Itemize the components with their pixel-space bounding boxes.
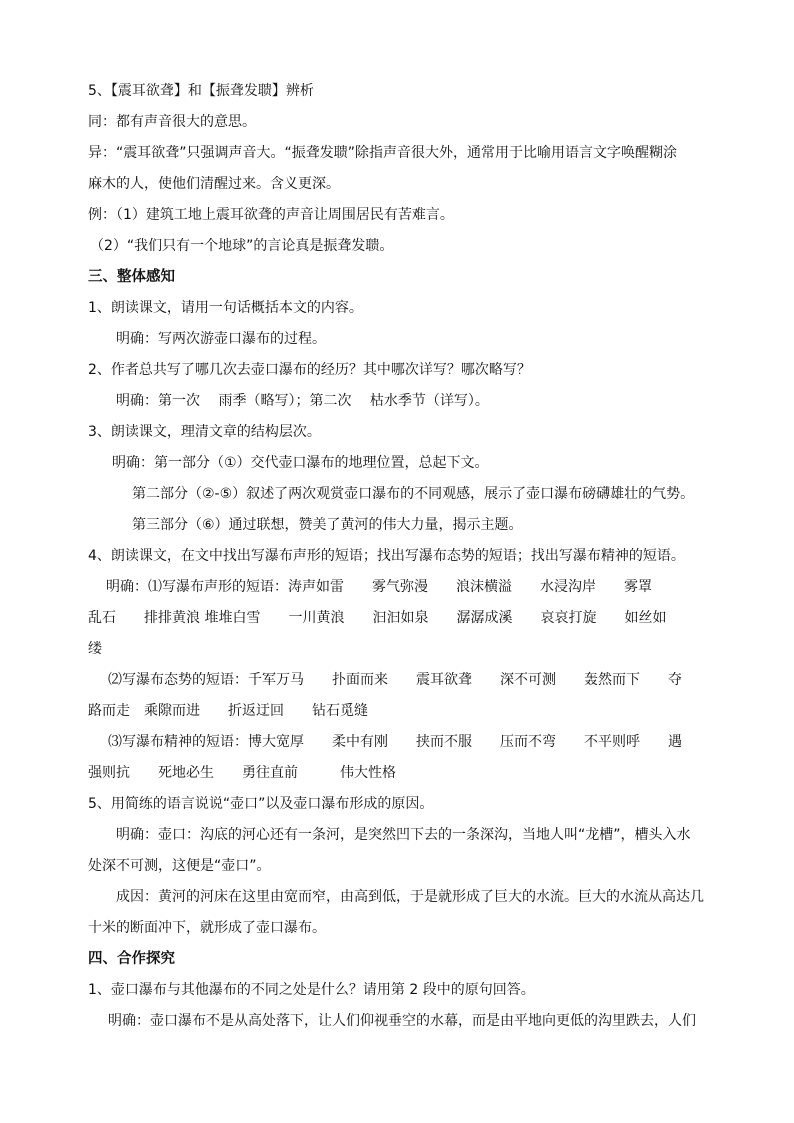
question-1: 1、朗读课文，请用一句话概括本文的内容。 <box>88 300 363 316</box>
answer-4-sound-3: 缕 <box>88 641 102 657</box>
example-line-1: 例：（1）建筑工地上震耳欲聋的声音让周围居民有苦难言。 <box>88 207 454 223</box>
answer-1: 明确：写两次游壶口瀑布的过程。 <box>116 331 326 347</box>
difference-line-1: 异：“震耳欲聋”只强调声音大。“振聋发聩”除指声音很大外，通常用于比喻用语言文字唤醒糊涂 <box>88 145 678 161</box>
item-5-title: 5、【震耳欲聋】和【振聋发聩】辨析 <box>88 83 314 99</box>
question-2: 2、作者总共写了哪几次去壶口瀑布的经历？其中哪次详写？哪次略写？ <box>88 362 531 378</box>
answer-3-part-2: 第二部分（②-⑤）叙述了两次观赏壶口瀑布的不同观感，展示了壶口瀑布磅礴雄壮的气势。 <box>132 486 695 502</box>
answer-5-cause-2: 十米的断面冲下，就形成了壶口瀑布。 <box>88 920 326 936</box>
similarity-line: 同：都有声音很大的意思。 <box>88 114 256 130</box>
answer-4-sound-1: 明确：⑴写瀑布声形的短语：涛声如雷 雾气弥漫 浪沫横溢 水浸沟岸 雾罩 <box>106 579 652 595</box>
section-heading-3: 三、整体感知 <box>88 269 175 285</box>
example-line-2: （2）“我们只有一个地球”的言论真是振聋发聩。 <box>90 238 394 254</box>
answer-4-momentum-1: ⑵写瀑布态势的短语：千军万马 扑面而来 震耳欲聋 深不可测 轰然而下 夺 <box>108 672 682 688</box>
document-page <box>88 80 708 1041</box>
question-5: 5、用简练的语言说说“壶口”以及壶口瀑布形成的原因。 <box>88 796 434 812</box>
answer-5-hukou-1: 明确：壶口：沟底的河心还有一条河，是突然凹下去的一条深沟，当地人叫“龙槽”，槽头入水 <box>116 827 691 843</box>
question-4: 4、朗读课文，在文中找出写瀑布声形的短语；找出写瀑布态势的短语；找出写瀑布精神的短语。 <box>88 548 685 564</box>
question-3: 3、朗读课文，理清文章的结构层次。 <box>88 424 321 440</box>
answer-3-part-3: 第三部分（⑥）通过联想，赞美了黄河的伟大力量，揭示主题。 <box>132 517 523 533</box>
answer-5-hukou-2: 处深不可测，这便是“壶口”。 <box>88 858 271 874</box>
answer-4-spirit-2: 强则抗 死地必生 勇往直前 伟大性格 <box>88 765 396 781</box>
answer-3-part-1: 明确：第一部分（①）交代壶口瀑布的地理位置，总起下文。 <box>112 455 489 471</box>
answer-4-sound-2: 乱石 排排黄浪 堆堆白雪 一川黄浪 汩汩如泉 潺潺成溪 哀哀打旋 如丝如 <box>88 610 667 626</box>
answer-2: 明确：第一次 雨季（略写）；第二次 枯水季节（详写）。 <box>116 393 489 409</box>
answer-4-momentum-2: 路而走 乘隙而进 折返迂回 钻石觅缝 <box>88 703 368 719</box>
inquiry-answer-1: 明确：壶口瀑布不是从高处落下，让人们仰视垂空的水幕，而是由平地向更低的沟里跌去，人们 <box>108 1013 696 1029</box>
section-heading-4: 四、合作探究 <box>88 951 175 967</box>
inquiry-question-1: 1、壶口瀑布与其他瀑布的不同之处是什么？请用第 2 段中的原句回答。 <box>88 982 535 998</box>
answer-5-cause-1: 成因：黄河的河床在这里由宽而窄，由高到低，于是就形成了巨大的水流。巨大的水流从高达几 <box>116 889 704 905</box>
difference-line-2: 麻木的人，使他们清醒过来。含义更深。 <box>88 176 340 192</box>
answer-4-spirit-1: ⑶写瀑布精神的短语：博大宽厚 柔中有刚 挟而不服 压而不弯 不平则呼 遇 <box>108 734 682 750</box>
